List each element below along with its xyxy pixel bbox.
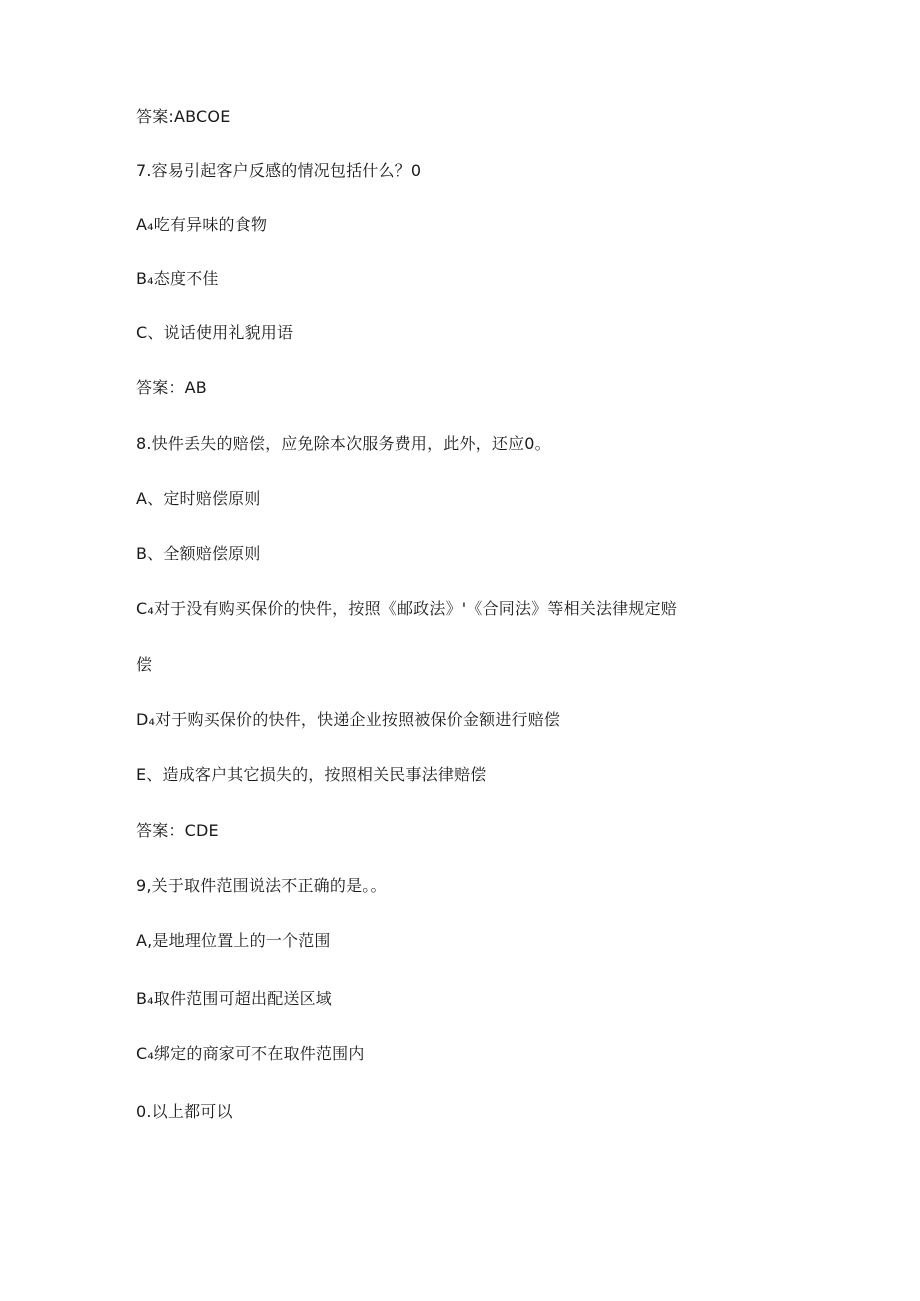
option-8a: A、定时赔偿原则 <box>136 489 261 508</box>
option-8c: C₄对于没有购买保价的快件，按照《邮政法》'《合同法》等相关法律规定赔 <box>136 599 677 618</box>
option-9c: C₄绑定的商家可不在取件范围内 <box>136 1044 365 1063</box>
option-9b: B₄取件范围可超出配送区域 <box>136 989 332 1008</box>
answer-6: 答案:ABCOE <box>136 107 231 126</box>
option-8c-continued: 偿 <box>136 655 153 674</box>
option-7c: C、说话使用礼貌用语 <box>136 323 294 342</box>
option-7a: A₄吃有异味的食物 <box>136 215 268 234</box>
question-7: 7.容易引起客户反感的情况包括什么？0 <box>136 161 422 180</box>
option-8d: D₄对于购买保价的快件，快递企业按照被保价金额进行赔偿 <box>136 710 561 729</box>
question-8: 8.快件丢失的赔偿，应免除本次服务费用，此外，还应0。 <box>136 434 551 453</box>
answer-8: 答案：CDE <box>136 821 219 840</box>
option-9d: 0.以上都可以 <box>136 1102 233 1121</box>
option-8b: B、全额赔偿原则 <box>136 544 261 563</box>
answer-7: 答案：AB <box>136 378 207 397</box>
option-9a: A,是地理位置上的一个范围 <box>136 931 331 950</box>
option-8e: E、造成客户其它损失的，按照相关民事法律赔偿 <box>136 765 487 784</box>
option-7b: B₄态度不佳 <box>136 269 219 288</box>
question-9: 9,关于取件范围说法不正确的是。。 <box>136 876 387 895</box>
